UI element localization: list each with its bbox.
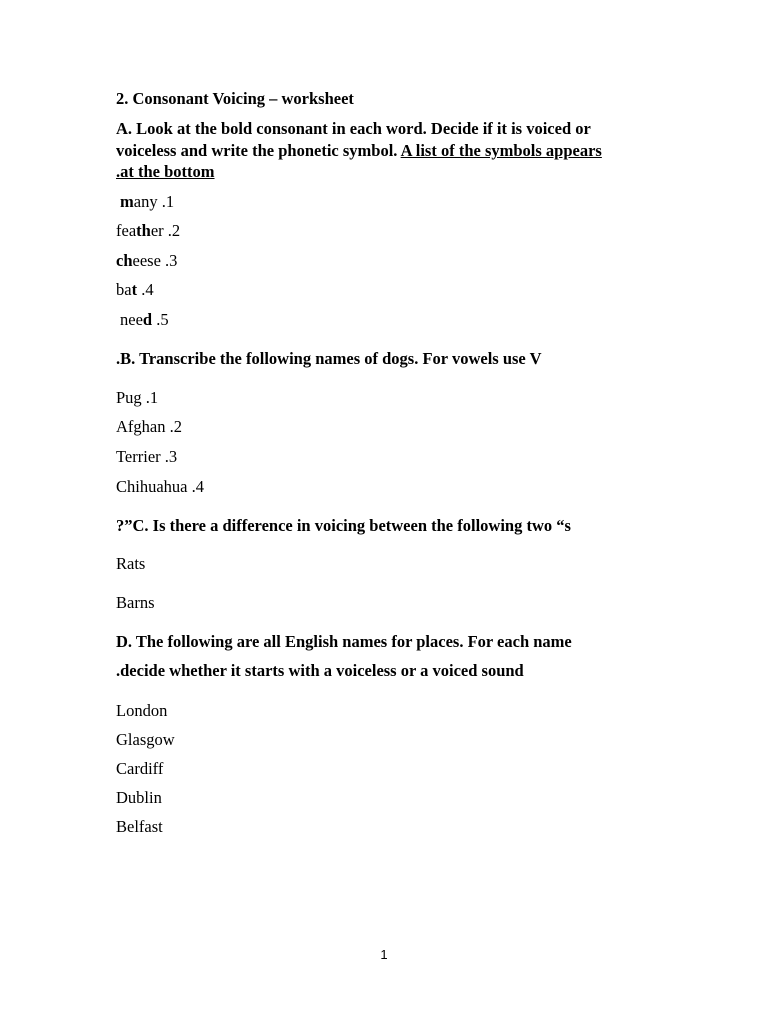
section-d-item-4: Dublin [116, 788, 162, 807]
section-c-item-1: Rats [116, 554, 146, 573]
section-a-item-3: cheese .3 [116, 251, 178, 270]
worksheet-title: 2. Consonant Voicing – worksheet [116, 89, 354, 108]
page-number: 1 [380, 947, 388, 962]
section-a-instruction-line-2 [116, 140, 602, 161]
section-a-item-2: feather .2 [116, 221, 181, 240]
bold-consonant: d [142, 310, 153, 329]
section-d-item-5: Belfast [116, 817, 163, 836]
section-d-instruction-line-1: D. The following are all English names for places. For each name [116, 632, 572, 651]
section-b-item-4: Chihuahua .4 [116, 477, 204, 496]
section-b-item-3: Terrier .3 [116, 447, 178, 466]
section-d-item-1: London [116, 701, 168, 720]
bold-consonant: m [120, 192, 134, 211]
section-b-item-1: Pug .1 [116, 388, 159, 407]
section-a-instruction-line-1: A. Look at the bold consonant in each word. Decide if it is voiced or [116, 119, 591, 138]
bold-consonant: t [131, 280, 138, 299]
section-a-item-5: need .5 [120, 310, 169, 329]
section-a-instruction-text: voiceless and write the phonetic symbol. [116, 141, 401, 160]
section-d-instruction-line-2: .decide whether it starts with a voiceless or a voiced sound [116, 661, 524, 680]
section-d-item-3: Cardiff [116, 759, 164, 778]
section-a-instruction-line-3: .at the bottom [116, 162, 215, 181]
section-d-item-2: Glasgow [116, 730, 175, 749]
section-b-instruction: .B. Transcribe the following names of dogs. For vowels use V [116, 349, 542, 368]
section-a-item-4: bat .4 [116, 280, 154, 299]
section-b-item-2: Afghan .2 [116, 417, 182, 436]
bold-consonant: ch [116, 251, 133, 270]
bold-consonant: th [136, 221, 151, 240]
section-a-instruction-underlined: A list of the symbols appears [400, 141, 602, 160]
section-a-item-1: many .1 [120, 192, 175, 211]
section-c-item-2: Barns [116, 593, 155, 612]
section-c-instruction: ?”C. Is there a difference in voicing between the following two “s [116, 516, 571, 535]
